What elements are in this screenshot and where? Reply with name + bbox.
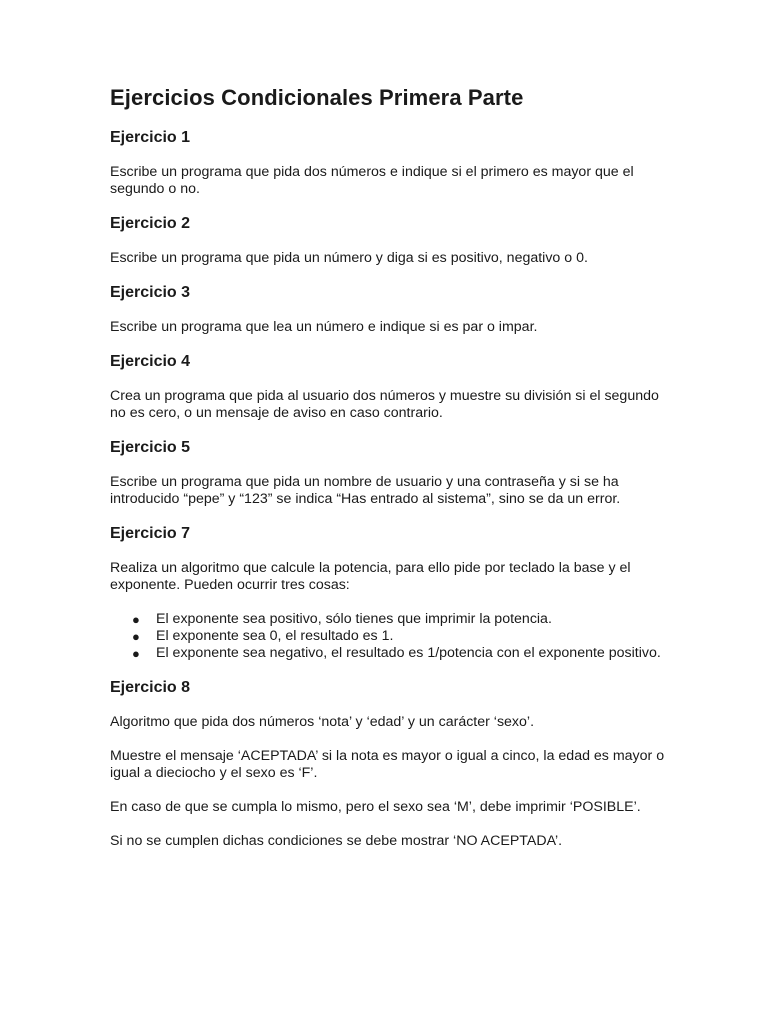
exercise-section-8 [110,678,670,850]
bullet-icon: ● [132,612,140,627]
exercise-heading: Ejercicio 8 [110,679,191,696]
exercise-paragraph: Escribe un programa que pida dos números e indique si el primero es mayor que el segundo o no. [110,164,634,197]
bullet-icon: ● [132,646,140,661]
exercise-section-4 [110,352,670,422]
bullet-text: El exponente sea positivo, sólo tienes que imprimir la potencia. [156,611,552,627]
exercise-paragraph: Escribe un programa que lea un número e indique si es par o impar. [110,319,538,335]
exercise-heading: Ejercicio 4 [110,353,191,370]
bullet-item [110,628,670,645]
exercise-paragraph: Muestre el mensaje ‘ACEPTADA’ si la nota es mayor o igual a cinco, la edad es mayor o igual a dieciocho y el sexo es ‘F’. [110,748,665,781]
exercise-section-5 [110,438,670,508]
bullet-text: El exponente sea 0, el resultado es 1. [156,628,394,644]
bullet-item [110,611,670,628]
exercise-section-1 [110,128,670,198]
exercise-paragraph: En caso de que se cumpla lo mismo, pero el sexo sea ‘M’, debe imprimir ‘POSIBLE’. [110,799,641,815]
document-title: Ejercicios Condicionales Primera Parte [110,85,524,110]
document-page [110,84,670,850]
exercise-section-7 [110,524,670,662]
exercise-heading: Ejercicio 2 [110,215,191,232]
exercise-paragraph: Escribe un programa que pida un nombre de usuario y una contraseña y si se ha introducido “pepe” y “123” se indica “Has entrado al sistema”, sino se da un error. [110,474,621,507]
exercise-section-3 [110,283,670,336]
bullet-text: El exponente sea negativo, el resultado es 1/potencia con el exponente positivo. [156,645,661,661]
exercise-section-2 [110,214,670,267]
exercise-heading: Ejercicio 3 [110,284,191,301]
exercise-heading: Ejercicio 7 [110,525,191,542]
bullet-list [110,611,670,662]
exercise-heading: Ejercicio 5 [110,439,191,456]
exercise-paragraph: Algoritmo que pida dos números ‘nota’ y ‘edad’ y un carácter ‘sexo’. [110,714,535,730]
exercise-paragraph: Crea un programa que pida al usuario dos números y muestre su división si el segundo no es cero, o un mensaje de aviso en caso contrario. [110,388,659,421]
exercise-heading: Ejercicio 1 [110,129,191,146]
exercise-paragraph: Escribe un programa que pida un número y diga si es positivo, negativo o 0. [110,250,588,266]
exercise-paragraph: Si no se cumplen dichas condiciones se debe mostrar ‘NO ACEPTADA’. [110,833,563,849]
bullet-icon: ● [132,629,140,644]
exercise-paragraph: Realiza un algoritmo que calcule la potencia, para ello pide por teclado la base y el exponente. Pueden ocurrir tres cosas: [110,560,631,593]
bullet-item [110,645,670,662]
